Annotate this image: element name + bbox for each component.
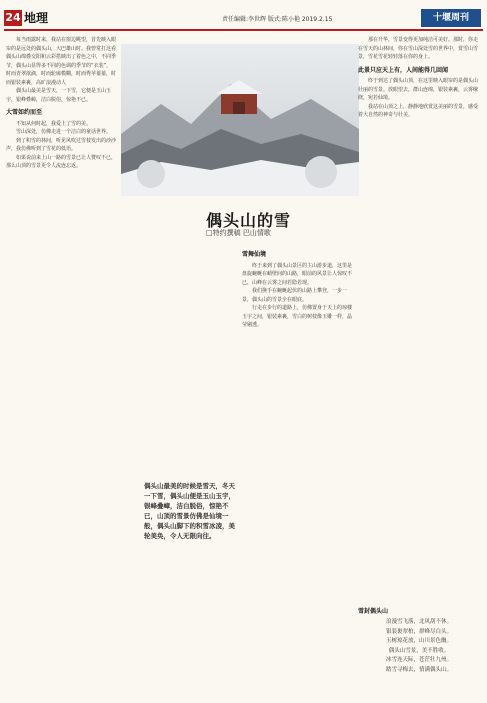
article-title: 偶头山的雪: [206, 211, 292, 230]
subheading: 大雪如约而至: [6, 109, 43, 116]
editor-credits: 责任编辑:李世辉 版式:陈小艳 2019.2.15: [222, 16, 333, 23]
subheading: 雪舞仙境: [242, 251, 267, 258]
poem-line: 银装裹翠柏，群峰尽白头。: [385, 628, 452, 635]
byline: □特约撰稿 巴山情歌: [206, 229, 271, 237]
article-column-3: [358, 36, 482, 601]
paragraph: 不知从何时起，我爱上了雪的美。: [16, 120, 92, 127]
paragraph: 我们挽手在蜿蜒起伏的山路上攀登，一步一景，偶头山的雪景全在眼底。: [242, 288, 348, 303]
poem-line: 冰雪连天际，苍茫壮九州。: [385, 657, 452, 663]
paragraph: 每当雨露时来，我站在窗边眺望，首先映入眼帘的是远处的偶头山，大巴雄山时。我曾常打这看偶头山绵叠交阳和云彩搭映出了着色之中，不同季节，偶头山显得多不同的色调的季节的“衣装”，时而青翠欲滴，时而轮廓模糊，时而秀苹蓁蓁，时而银装素裹，高旷浪漫动人: [6, 37, 116, 86]
subheading: 此景只应天上有，人间能得几回闻: [358, 66, 449, 74]
paragraph: 终于到达了偶头山顶，在这里映入眼帘的是偶头山壮丽的雪景。放眼望去，群山连绵，银装素裹，云雾缭绕，宛若仙境。: [358, 78, 479, 101]
page-header: [0, 0, 487, 32]
pull-quote: 偶头山最美的时候是雪天，冬天一下雪，偶头山便是玉山玉宇，银峰叠嶂，洁白脱俗，惊艳不已，山顶的雪景仿佛是仙境一般，偶头山脚下的积雪冰凌，美轮美奂，令人无限向往。: [144, 482, 235, 540]
paragraph: 到了积雪的林间，听见风吹过雪枝发出的沙沙声，我仿佛听到了雪花的低语。: [6, 137, 116, 152]
page-number: 24: [5, 11, 21, 24]
poem-line: 偶头山雪景，美不胜收。: [388, 647, 450, 654]
poem-line: 浪漫雪飞落，北风刮不休。: [385, 619, 452, 625]
publication-logo: 十堰周刊: [421, 9, 481, 27]
section-title: 地理: [24, 11, 49, 25]
paragraph: 如果说前来上山一路的雪景已让人赞叹不已，那么山顶的雪景更令人流连忘返。: [6, 154, 116, 169]
article-column-2: [242, 246, 354, 696]
paragraph: 雪山深处，仿佛走进一个洁白的童话世界。: [16, 129, 112, 135]
header-rule: [4, 29, 483, 31]
mountain-snow-photo: [121, 44, 359, 196]
poem-line: 玉树琼花放，山川景色幽。: [385, 638, 452, 644]
paragraph: 偶头山最美是雪天，一下雪，它便是玉山玉宇，银峰叠嶂，洁白脱俗，惊艳不已。: [6, 88, 112, 103]
snow-temple-image: [121, 44, 359, 196]
paragraph: 行走在步行的道路上，仿佛置身于天上的琼楼玉宇之间，银装素裹，雪白的树枝像玉雕一样，晶莹剔透。: [242, 305, 353, 328]
poem-line: 踏雪寻梅去，情满偶头山。: [385, 666, 452, 673]
poem-title: 雪封偶头山: [358, 608, 389, 615]
paragraph: 终于来到了偶头山景区的主山游步道，这里是盘旋蜿蜒在峭壁间的山路，眼前的风景让人惊叹不已，山峰在云雾之间若隐若现。: [242, 262, 353, 286]
article-column-1: [6, 36, 116, 696]
poem: [356, 618, 482, 675]
paragraph: 我站在山顶之上，静静地欣赏这美丽的雪景，感受着大自然的神奇与壮美。: [358, 103, 479, 118]
paragraph: 那在升华，雪景变得更加纯洁可美好。那时，你走在雪天的山林间，你在雪山深处雪的世界中，赏雪山雪景，雪花雪花轻轻落在你的身上。: [358, 37, 479, 60]
